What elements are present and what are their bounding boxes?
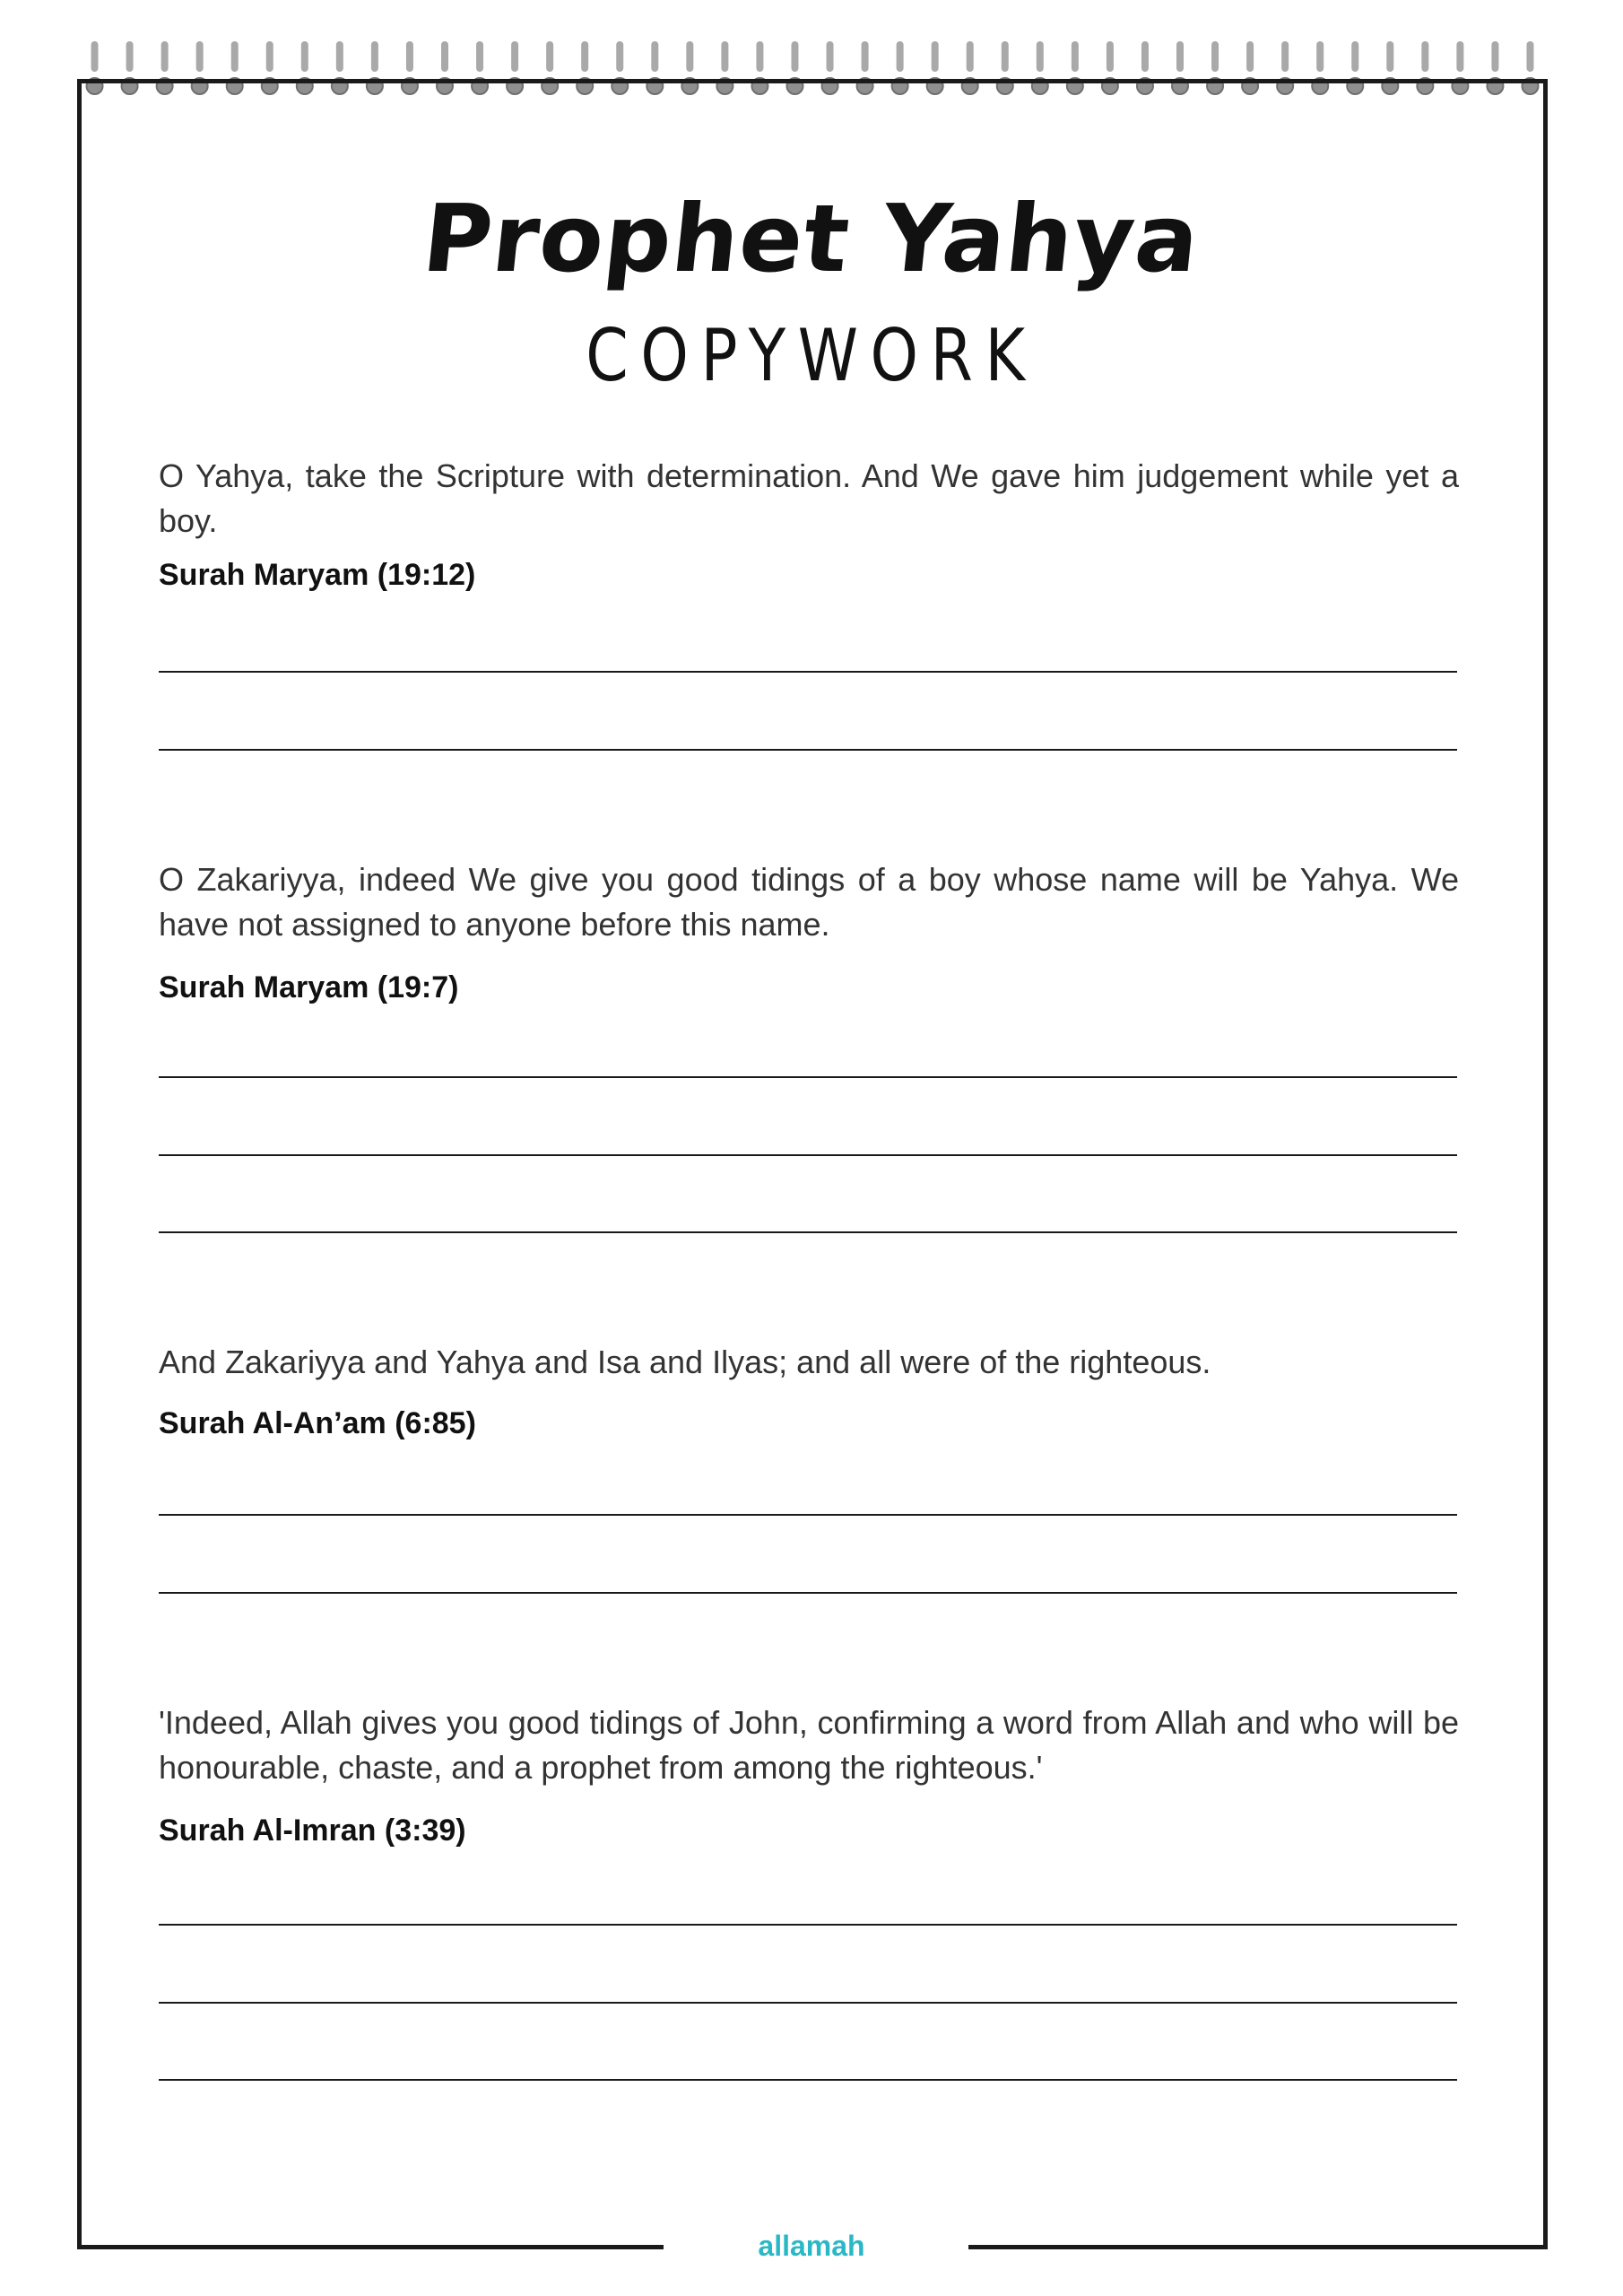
brand-logo: allamah [758, 2230, 865, 2262]
writing-line[interactable] [159, 2079, 1457, 2081]
page-subtitle: COPYWORK [586, 314, 1037, 397]
writing-line[interactable] [159, 1514, 1457, 1516]
verse-reference: Surah Al-An’am (6:85) [159, 1406, 476, 1440]
verse-text: O Zakariyya, indeed We give you good tidings of a boy whose name will be Yahya. We have not assigned to anyone before this name. [159, 861, 1459, 943]
writing-line[interactable] [159, 749, 1457, 751]
verse-text: O Yahya, take the Scripture with determination. And We gave him judgement while yet a boy. [159, 457, 1459, 539]
writing-line[interactable] [159, 2002, 1457, 2004]
writing-line[interactable] [159, 1592, 1457, 1594]
writing-line[interactable] [159, 1076, 1457, 1078]
verse-reference: Surah Maryam (19:12) [159, 558, 476, 592]
verse-text: And Zakariyya and Yahya and Isa and Ilyas; and all were of the righteous. [159, 1344, 1211, 1380]
writing-line[interactable] [159, 1154, 1457, 1156]
page-title: Prophet Yahya [418, 184, 1205, 293]
writing-line[interactable] [159, 671, 1457, 673]
verse-reference: Surah Maryam (19:7) [159, 970, 459, 1004]
verse-reference: Surah Al-Imran (3:39) [159, 1813, 466, 1848]
writing-line[interactable] [159, 1231, 1457, 1233]
writing-line[interactable] [159, 1924, 1457, 1926]
verse-text: 'Indeed, Allah gives you good tidings of John, confirming a word from Allah and who will be honourable, chaste, and a prophet from among the righteous.' [159, 1704, 1459, 1786]
